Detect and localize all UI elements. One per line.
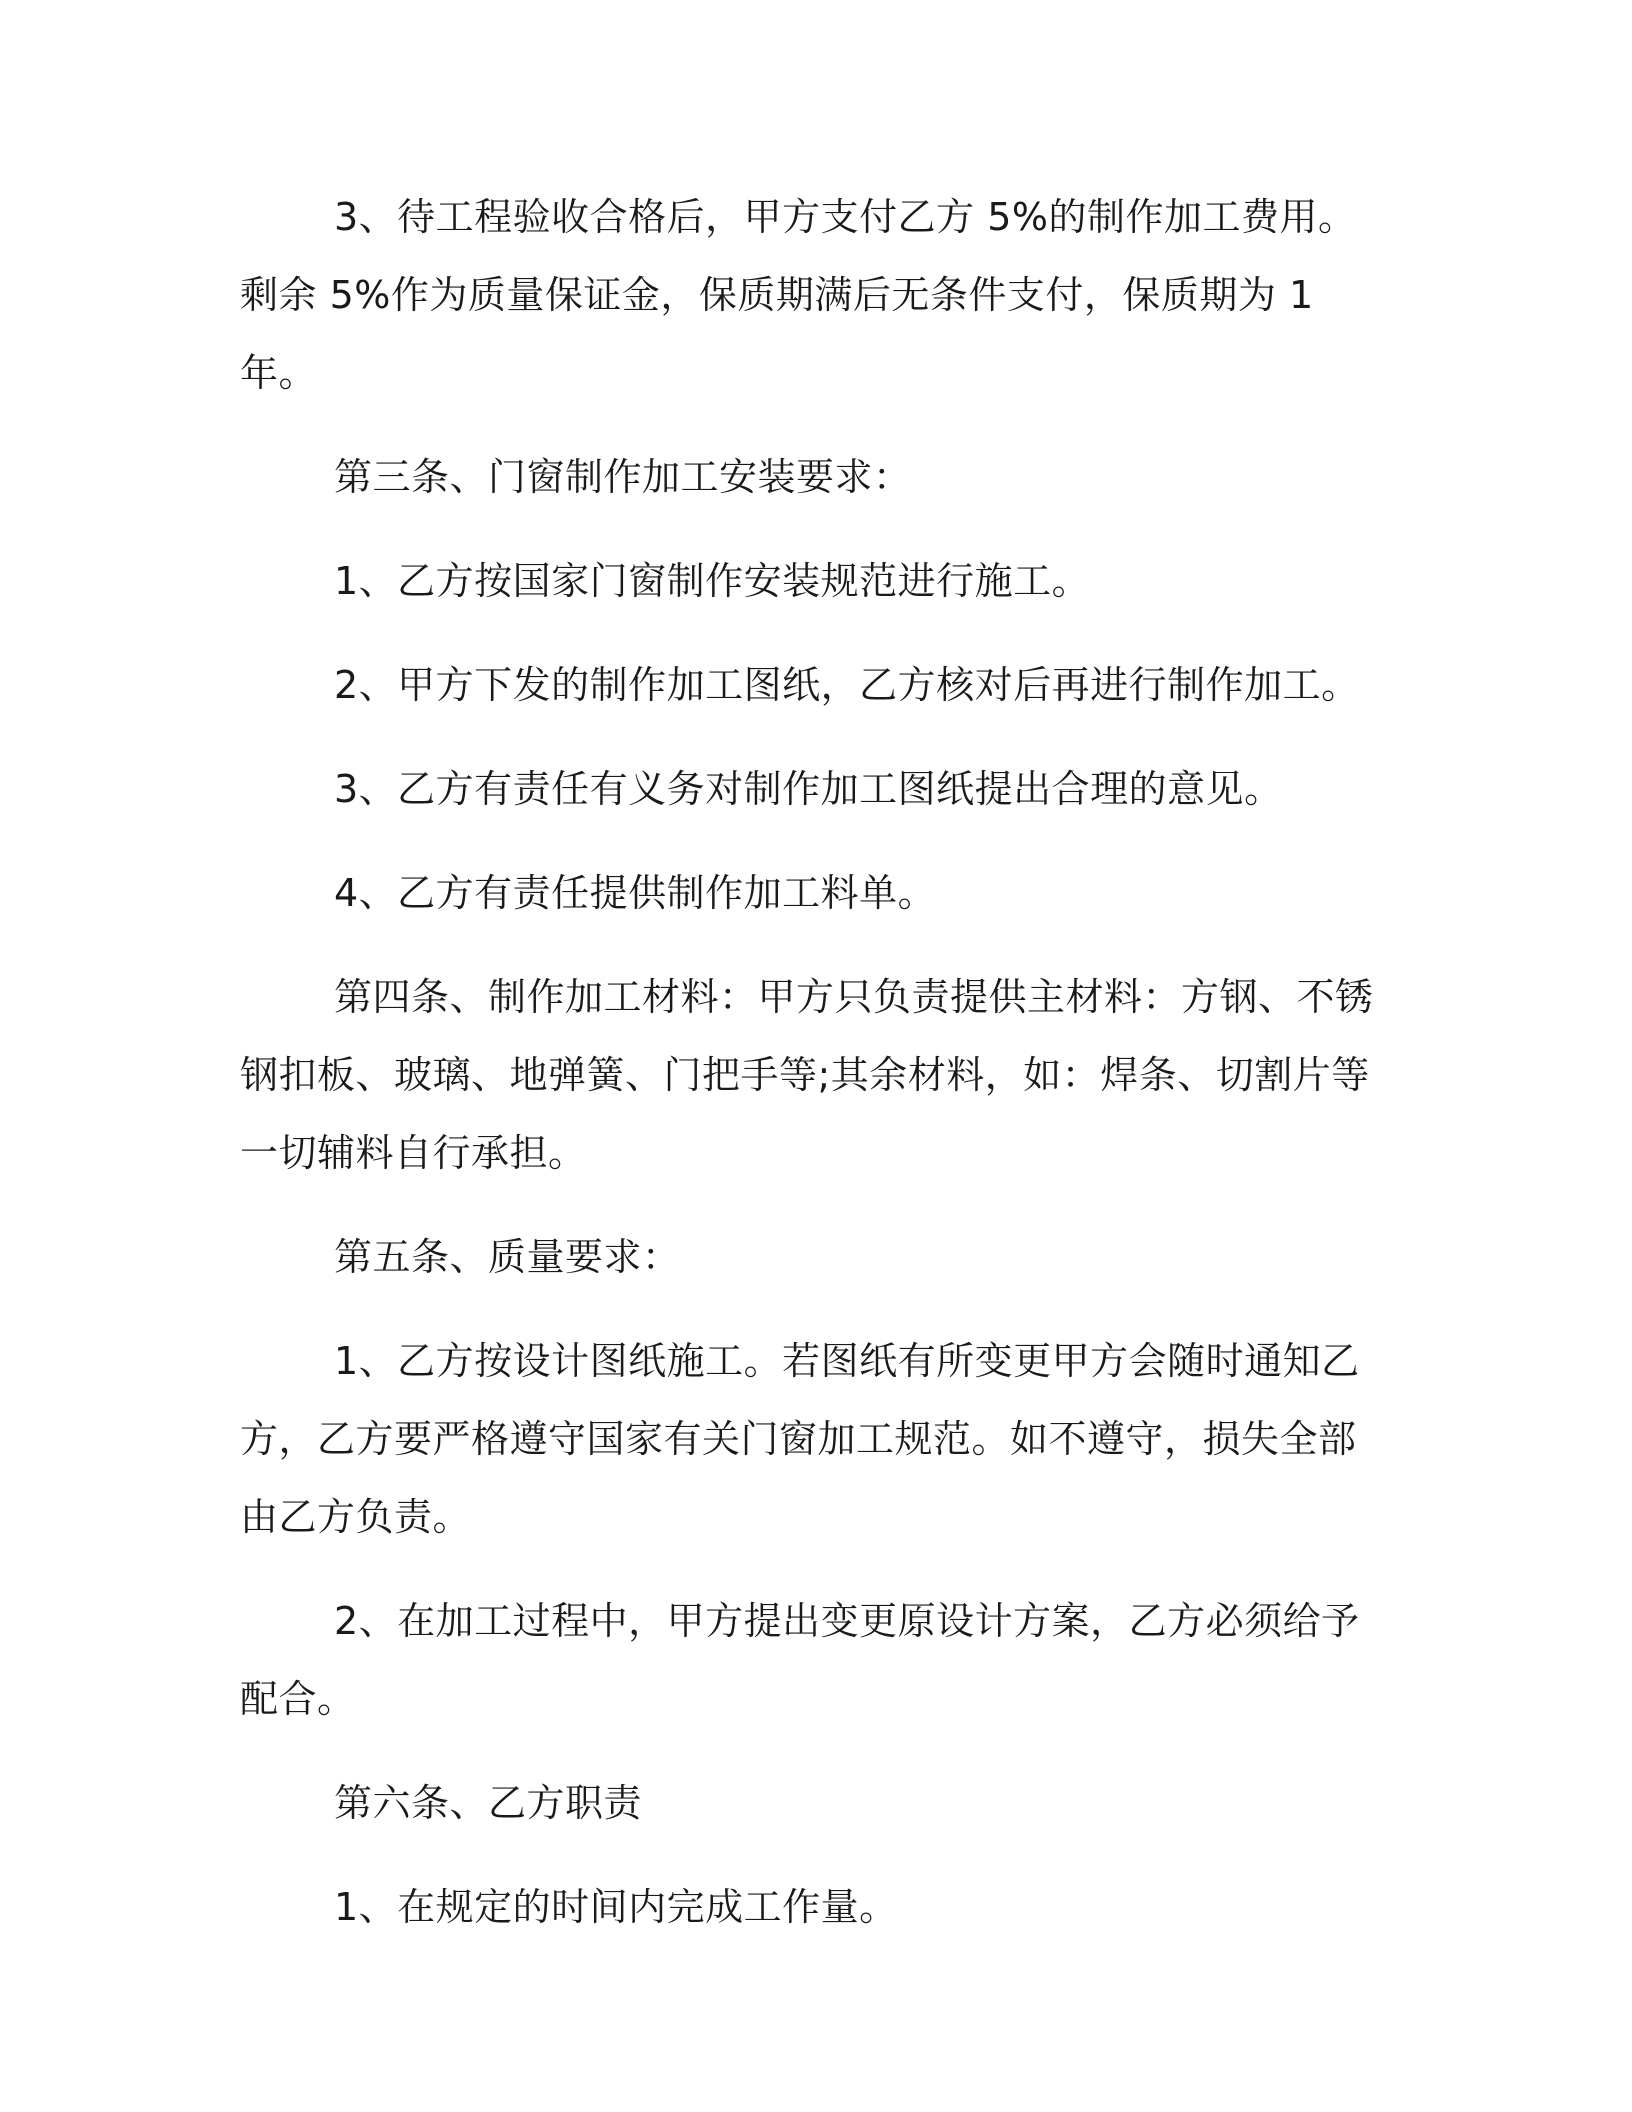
article-3-item-3: 3、乙方有责任有义务对制作加工图纸提出合理的意见。 [334,767,1283,811]
article-4-materials: 第四条、制作加工材料：甲方只负责提供主材料：方钢、不锈钢扣板、玻璃、地弹簧、门把手等;其余材料，如：焊条、切割片等一切辅料自行承担。 [240,975,1374,1175]
article-3-item-1: 1、乙方按国家门窗制作安装规范进行施工。 [334,559,1091,603]
article-3-heading: 第三条、门窗制作加工安装要求： [334,455,912,499]
article-5-heading: 第五条、质量要求： [334,1235,681,1279]
article-6-item-1: 1、在规定的时间内完成工作量。 [334,1885,898,1929]
article-3-item-4: 4、乙方有责任提供制作加工料单。 [334,871,937,915]
article-5-item-2: 2、在加工过程中，甲方提出变更原设计方案，乙方必须给予配合。 [240,1599,1360,1721]
paragraph-payment-clause-3: 3、待工程验收合格后，甲方支付乙方 5%的制作加工费用。剩余 5%作为质量保证金，保质期满后无条件支付，保质期为 1 年。 [240,195,1357,395]
article-3-item-2: 2、甲方下发的制作加工图纸，乙方核对后再进行制作加工。 [334,663,1360,707]
article-5-item-1: 1、乙方按设计图纸施工。若图纸有所变更甲方会随时通知乙方，乙方要严格遵守国家有关门窗加工规范。如不遵守，损失全部由乙方负责。 [240,1339,1360,1539]
document-body [240,178,1380,1972]
article-6-heading: 第六条、乙方职责 [334,1781,643,1825]
